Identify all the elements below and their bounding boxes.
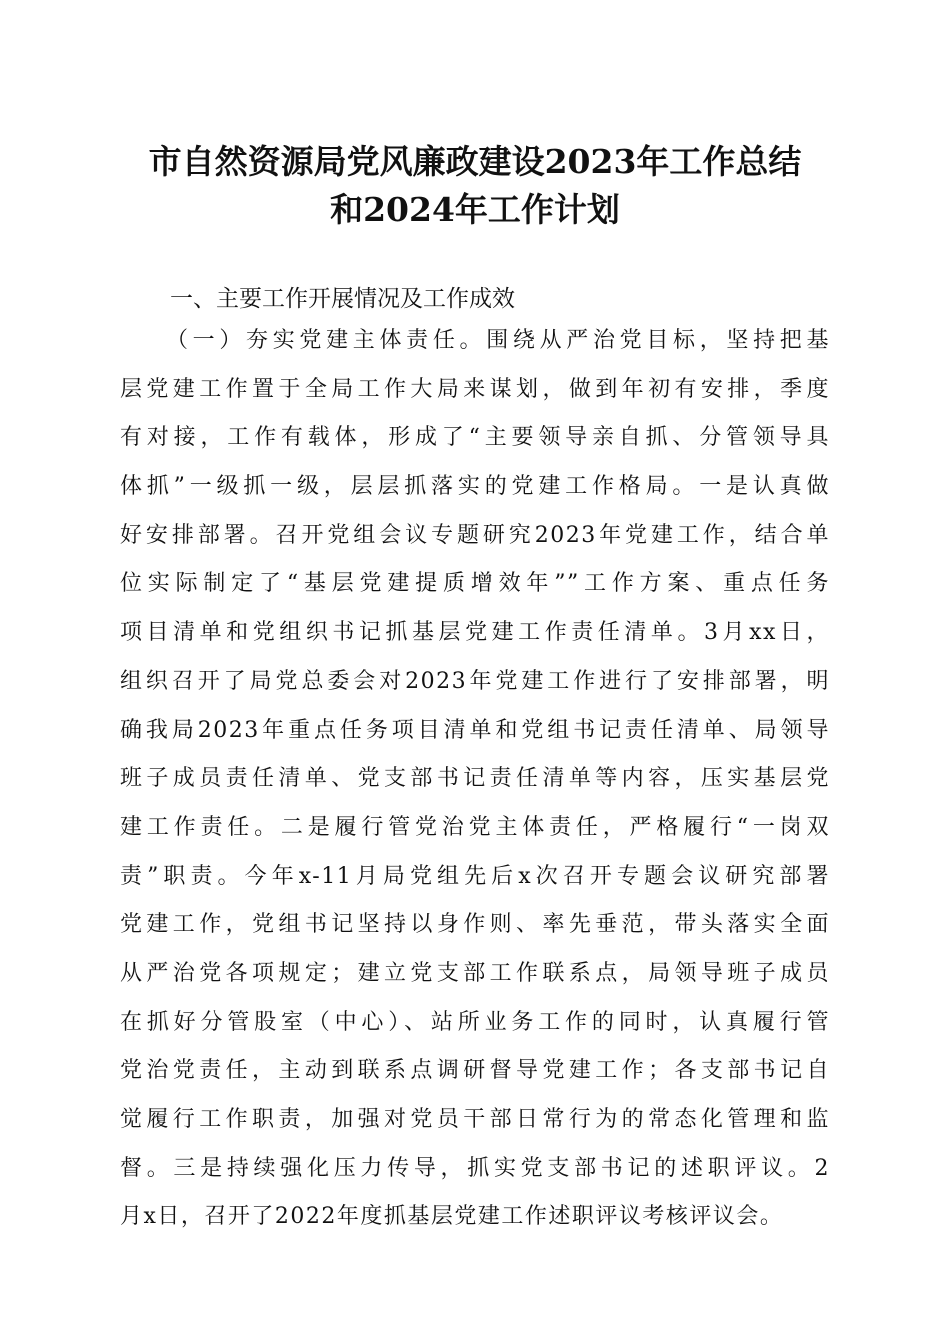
paragraph-line: 党建工作，党组书记坚持以身作则、率先垂范，带头落实全面	[120, 912, 830, 938]
paragraph-line: 在抓好分管股室（中心）、站所业务工作的同时，认真履行管	[120, 1009, 830, 1035]
paragraph-line: 从严治党各项规定；建立党支部工作联系点，局领导班子成员	[120, 960, 830, 986]
paragraph-line: 好安排部署。召开党组会议专题研究2023年党建工作，结合单	[120, 522, 830, 548]
paragraph-line: （一）夯实党建主体责任。围绕从严治党目标，坚持把基	[166, 328, 830, 353]
paragraph-line: 层党建工作置于全局工作大局来谋划，做到年初有安排，季度	[120, 376, 830, 402]
paragraph-line: 觉履行工作职责，加强对党员干部日常行为的常态化管理和监	[120, 1107, 830, 1132]
paragraph-line: 责”职责。今年x-11月局党组先后x次召开专题会议研究部署	[120, 863, 830, 889]
paragraph-line: 班子成员责任清单、党支部书记责任清单等内容，压实基层党	[120, 766, 830, 792]
paragraph-line: 确我局2023年重点任务项目清单和党组书记责任清单、局领导	[120, 717, 830, 743]
paragraph-line: 有对接，工作有载体，形成了“主要领导亲自抓、分管领导具	[120, 425, 830, 451]
document-title-line-1: 市自然资源局党风廉政建设2023年工作总结	[148, 142, 802, 181]
paragraph-line: 月x日，召开了2022年度抓基层党建工作述职评议考核评议会。	[120, 1204, 784, 1230]
paragraph-line: 体抓”一级抓一级，层层抓落实的党建工作格局。一是认真做	[120, 474, 830, 500]
section-heading: 一、主要工作开展情况及工作成效	[170, 286, 515, 312]
paragraph-line: 督。三是持续强化压力传导，抓实党支部书记的述职评议。2	[120, 1155, 830, 1181]
paragraph-line: 位实际制定了“基层党建提质增效年””工作方案、重点任务	[120, 571, 830, 597]
document-title-line-2: 和2024年工作计划	[330, 190, 620, 229]
paragraph-line: 党治党责任，主动到联系点调研督导党建工作；各支部书记自	[120, 1058, 830, 1084]
body-paragraph	[120, 323, 830, 1248]
paragraph-line: 项目清单和党组织书记抓基层党建工作责任清单。3月xx日，	[120, 620, 830, 646]
paragraph-line: 建工作责任。二是履行管党治党主体责任，严格履行“一岗双	[120, 814, 830, 840]
paragraph-line: 组织召开了局党总委会对2023年党建工作进行了安排部署，明	[120, 668, 830, 694]
